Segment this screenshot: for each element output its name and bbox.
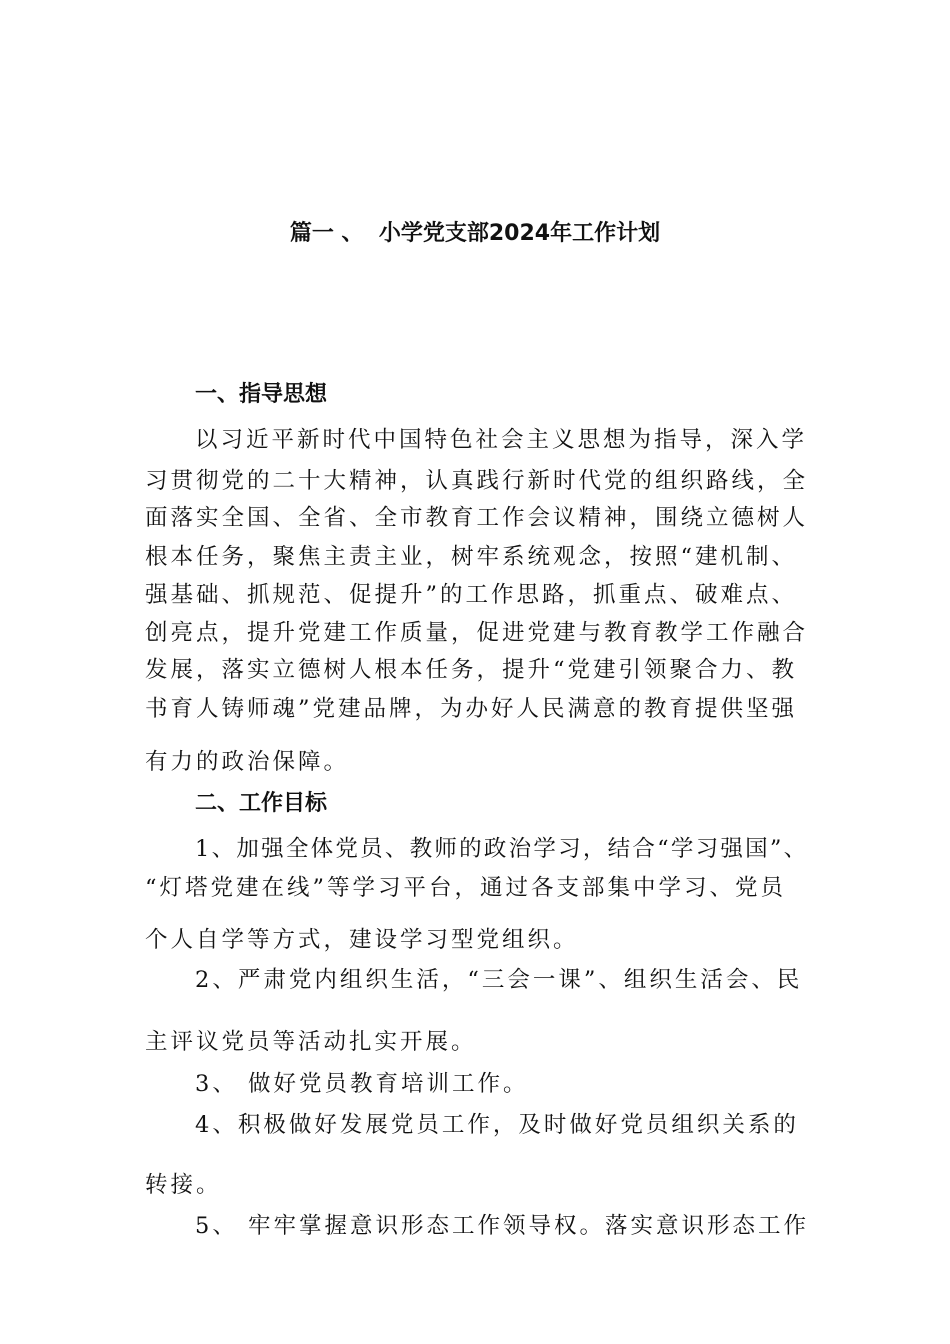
paragraph-line: 3、 做好党员教育培训工作。 bbox=[195, 1071, 529, 1097]
paragraph-line: 书育人铸师魂”党建品牌，为办好人民满意的教育提供坚强 bbox=[145, 696, 798, 722]
paragraph-line: 以习近平新时代中国特色社会主义思想为指导，深入学 bbox=[195, 427, 808, 453]
paragraph-line: 1、加强全体党员、教师的政治学习，结合“学习强国”、 bbox=[195, 836, 809, 862]
paragraph-line: 习贯彻党的二十大精神，认真践行新时代党的组织路线，全 bbox=[145, 468, 809, 494]
paragraph-line: 主评议党员等活动扎实开展。 bbox=[145, 1029, 477, 1055]
paragraph-line: 有力的政治保障。 bbox=[145, 749, 350, 775]
paragraph-line: 个人自学等方式，建设学习型党组织。 bbox=[145, 927, 579, 953]
paragraph-line: 2、严肃党内组织生活，“三会一课”、组织生活会、民 bbox=[195, 967, 803, 993]
paragraph-line: “灯塔党建在线”等学习平台，通过各支部集中学习、党员 bbox=[145, 875, 787, 901]
section-heading-guiding-ideology: 一、指导思想 bbox=[195, 382, 328, 407]
paragraph-line: 面落实全国、全省、全市教育工作会议精神，围绕立德树人 bbox=[145, 505, 809, 531]
paragraph-line: 发展，落实立德树人根本任务，提升“党建引领聚合力、教 bbox=[145, 657, 798, 683]
document-title: 篇一 、 小学党支部2024年工作计划 bbox=[289, 221, 661, 246]
paragraph-line: 创亮点，提升党建工作质量，促进党建与教育教学工作融合 bbox=[145, 620, 809, 646]
paragraph-line: 强基础、抓规范、促提升”的工作思路，抓重点、破难点、 bbox=[145, 582, 798, 608]
paragraph-line: 4、积极做好发展党员工作，及时做好党员组织关系的 bbox=[195, 1112, 799, 1138]
paragraph-line: 根本任务，聚焦主责主业，树牢系统观念，按照“建机制、 bbox=[145, 544, 798, 570]
section-heading-work-goals: 二、工作目标 bbox=[195, 791, 328, 816]
paragraph-line: 转接。 bbox=[145, 1172, 222, 1198]
paragraph-line: 5、 牢牢掌握意识形态工作领导权。落实意识形态工作 bbox=[195, 1213, 809, 1239]
